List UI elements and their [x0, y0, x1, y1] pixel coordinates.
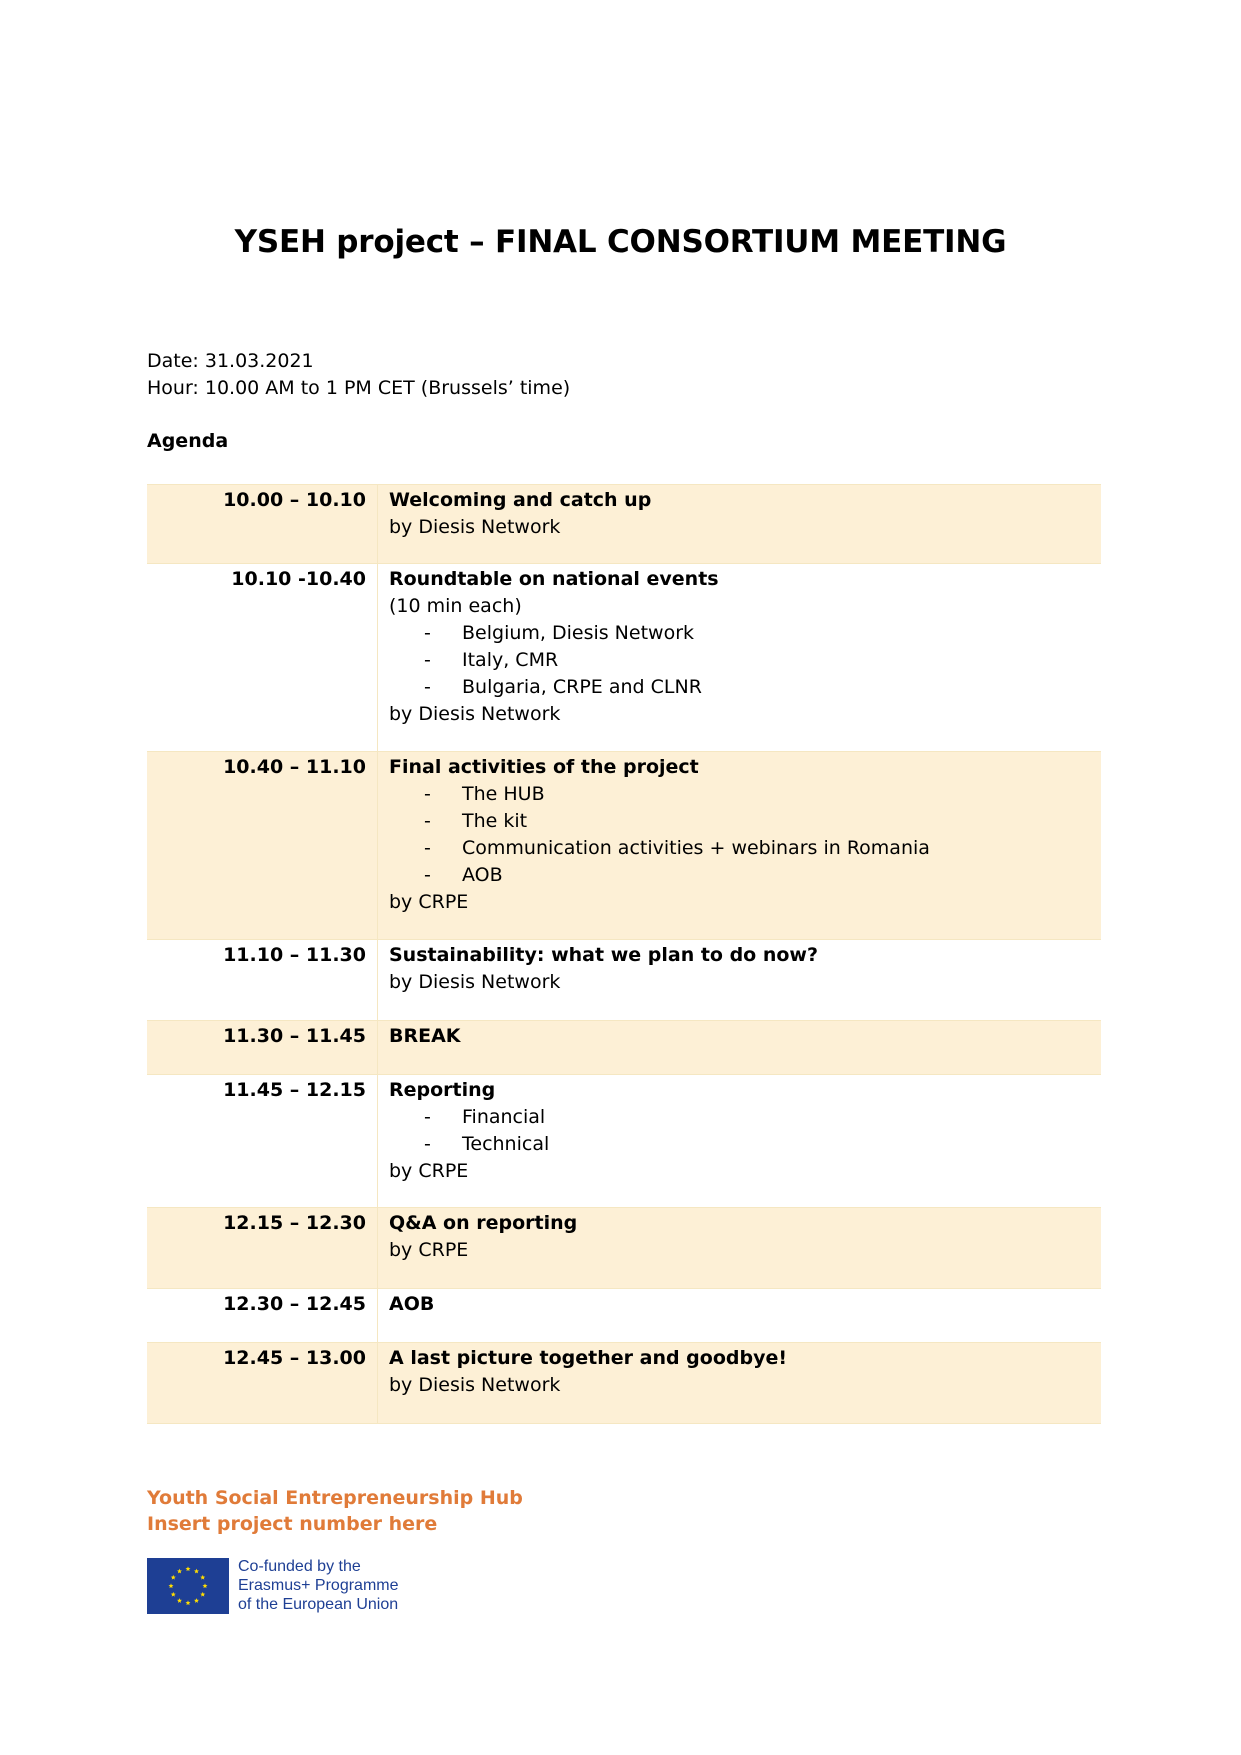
agenda-bullet-text: The kit [462, 810, 528, 832]
agenda-time: 11.10 – 11.30 [147, 940, 378, 1020]
agenda-row [147, 564, 1101, 752]
agenda-item-presenter: by Diesis Network [389, 971, 561, 993]
agenda-item-note: (10 min each) [389, 595, 522, 617]
eu-text-line-1: Co-funded by the [238, 1558, 361, 1575]
bullet-dash: - [424, 676, 431, 698]
agenda-row [147, 1208, 1101, 1289]
agenda-item-presenter: by Diesis Network [389, 516, 561, 538]
agenda-content [378, 1021, 1101, 1074]
agenda-bullet-item [389, 808, 1101, 835]
agenda-time: 12.45 – 13.00 [147, 1343, 378, 1423]
agenda-content [378, 752, 1101, 939]
eu-text-line-2: Erasmus+ Programme [238, 1577, 399, 1594]
agenda-bullet-text: Technical [462, 1133, 550, 1155]
agenda-item-title: Reporting [389, 1079, 496, 1101]
agenda-time: 11.30 – 11.45 [147, 1021, 378, 1074]
meeting-meta [147, 348, 570, 402]
agenda-row [147, 484, 1101, 564]
eu-cofunding-text [238, 1557, 399, 1614]
project-name: Youth Social Entrepreneurship Hub [147, 1487, 523, 1509]
bullet-dash: - [424, 649, 431, 671]
page-title: YSEH project – FINAL CONSORTIUM MEETING [234, 224, 1007, 260]
bullet-dash: - [424, 622, 431, 644]
agenda-bullet-list [389, 781, 1101, 889]
agenda-item-title: Roundtable on national events [389, 568, 719, 590]
agenda-bullet-item [389, 835, 1101, 862]
agenda-bullet-item [389, 647, 1101, 674]
bullet-dash: - [424, 810, 431, 832]
agenda-item-title: A last picture together and goodbye! [389, 1347, 788, 1369]
agenda-row [147, 752, 1101, 940]
agenda-bullet-text: Communication activities + webinars in Romania [462, 837, 930, 859]
agenda-bullet-list [389, 1104, 1101, 1158]
agenda-bullet-item [389, 781, 1101, 808]
agenda-content [378, 564, 1101, 751]
eu-text-line-3: of the European Union [238, 1596, 399, 1613]
agenda-time: 10.40 – 11.10 [147, 752, 378, 939]
agenda-item-presenter: by Diesis Network [389, 703, 561, 725]
agenda-item-presenter: by Diesis Network [389, 1374, 561, 1396]
eu-cofunding-logo [147, 1557, 399, 1614]
agenda-time: 10.10 -10.40 [147, 564, 378, 751]
agenda-item-title: BREAK [389, 1025, 461, 1047]
agenda-item-presenter: by CRPE [389, 1239, 469, 1261]
agenda-content [378, 1075, 1101, 1207]
agenda-bullet-list [389, 620, 1101, 701]
agenda-item-presenter: by CRPE [389, 1160, 469, 1182]
agenda-row [147, 1343, 1101, 1424]
agenda-bullet-text: The HUB [462, 783, 545, 805]
agenda-heading: Agenda [147, 430, 229, 452]
agenda-bullet-item [389, 1104, 1101, 1131]
agenda-time: 10.00 – 10.10 [147, 485, 378, 563]
agenda-bullet-text: Belgium, Diesis Network [462, 622, 695, 644]
bullet-dash: - [424, 783, 431, 805]
agenda-content [378, 1208, 1101, 1288]
agenda-bullet-text: AOB [462, 864, 503, 886]
project-number: Insert project number here [147, 1513, 438, 1535]
agenda-content [378, 485, 1101, 563]
agenda-row [147, 1289, 1101, 1343]
agenda-item-title: Welcoming and catch up [389, 489, 652, 511]
bullet-dash: - [424, 1106, 431, 1128]
agenda-bullet-text: Financial [462, 1106, 546, 1128]
agenda-content [378, 1289, 1101, 1342]
agenda-table [147, 484, 1101, 1424]
agenda-bullet-item [389, 674, 1101, 701]
agenda-bullet-text: Italy, CMR [462, 649, 559, 671]
meeting-date: Date: 31.03.2021 [147, 350, 314, 372]
eu-flag-icon [147, 1558, 229, 1614]
agenda-item-presenter: by CRPE [389, 891, 469, 913]
agenda-item-title: AOB [389, 1293, 435, 1315]
meeting-hour: Hour: 10.00 AM to 1 PM CET (Brussels’ time) [147, 377, 571, 399]
agenda-bullet-item [389, 1131, 1101, 1158]
bullet-dash: - [424, 1133, 431, 1155]
agenda-item-title: Final activities of the project [389, 756, 699, 778]
bullet-dash: - [424, 837, 431, 859]
agenda-time: 12.15 – 12.30 [147, 1208, 378, 1288]
agenda-bullet-item [389, 620, 1101, 647]
agenda-time: 11.45 – 12.15 [147, 1075, 378, 1207]
agenda-bullet-item [389, 862, 1101, 889]
agenda-time: 12.30 – 12.45 [147, 1289, 378, 1342]
agenda-content [378, 940, 1101, 1020]
footer-project [147, 1485, 523, 1537]
agenda-row [147, 1075, 1101, 1208]
agenda-row [147, 1021, 1101, 1075]
agenda-item-title: Sustainability: what we plan to do now? [389, 944, 819, 966]
agenda-item-title: Q&A on reporting [389, 1212, 578, 1234]
agenda-row [147, 940, 1101, 1021]
agenda-content [378, 1343, 1101, 1423]
agenda-bullet-text: Bulgaria, CRPE and CLNR [462, 676, 702, 698]
bullet-dash: - [424, 864, 431, 886]
